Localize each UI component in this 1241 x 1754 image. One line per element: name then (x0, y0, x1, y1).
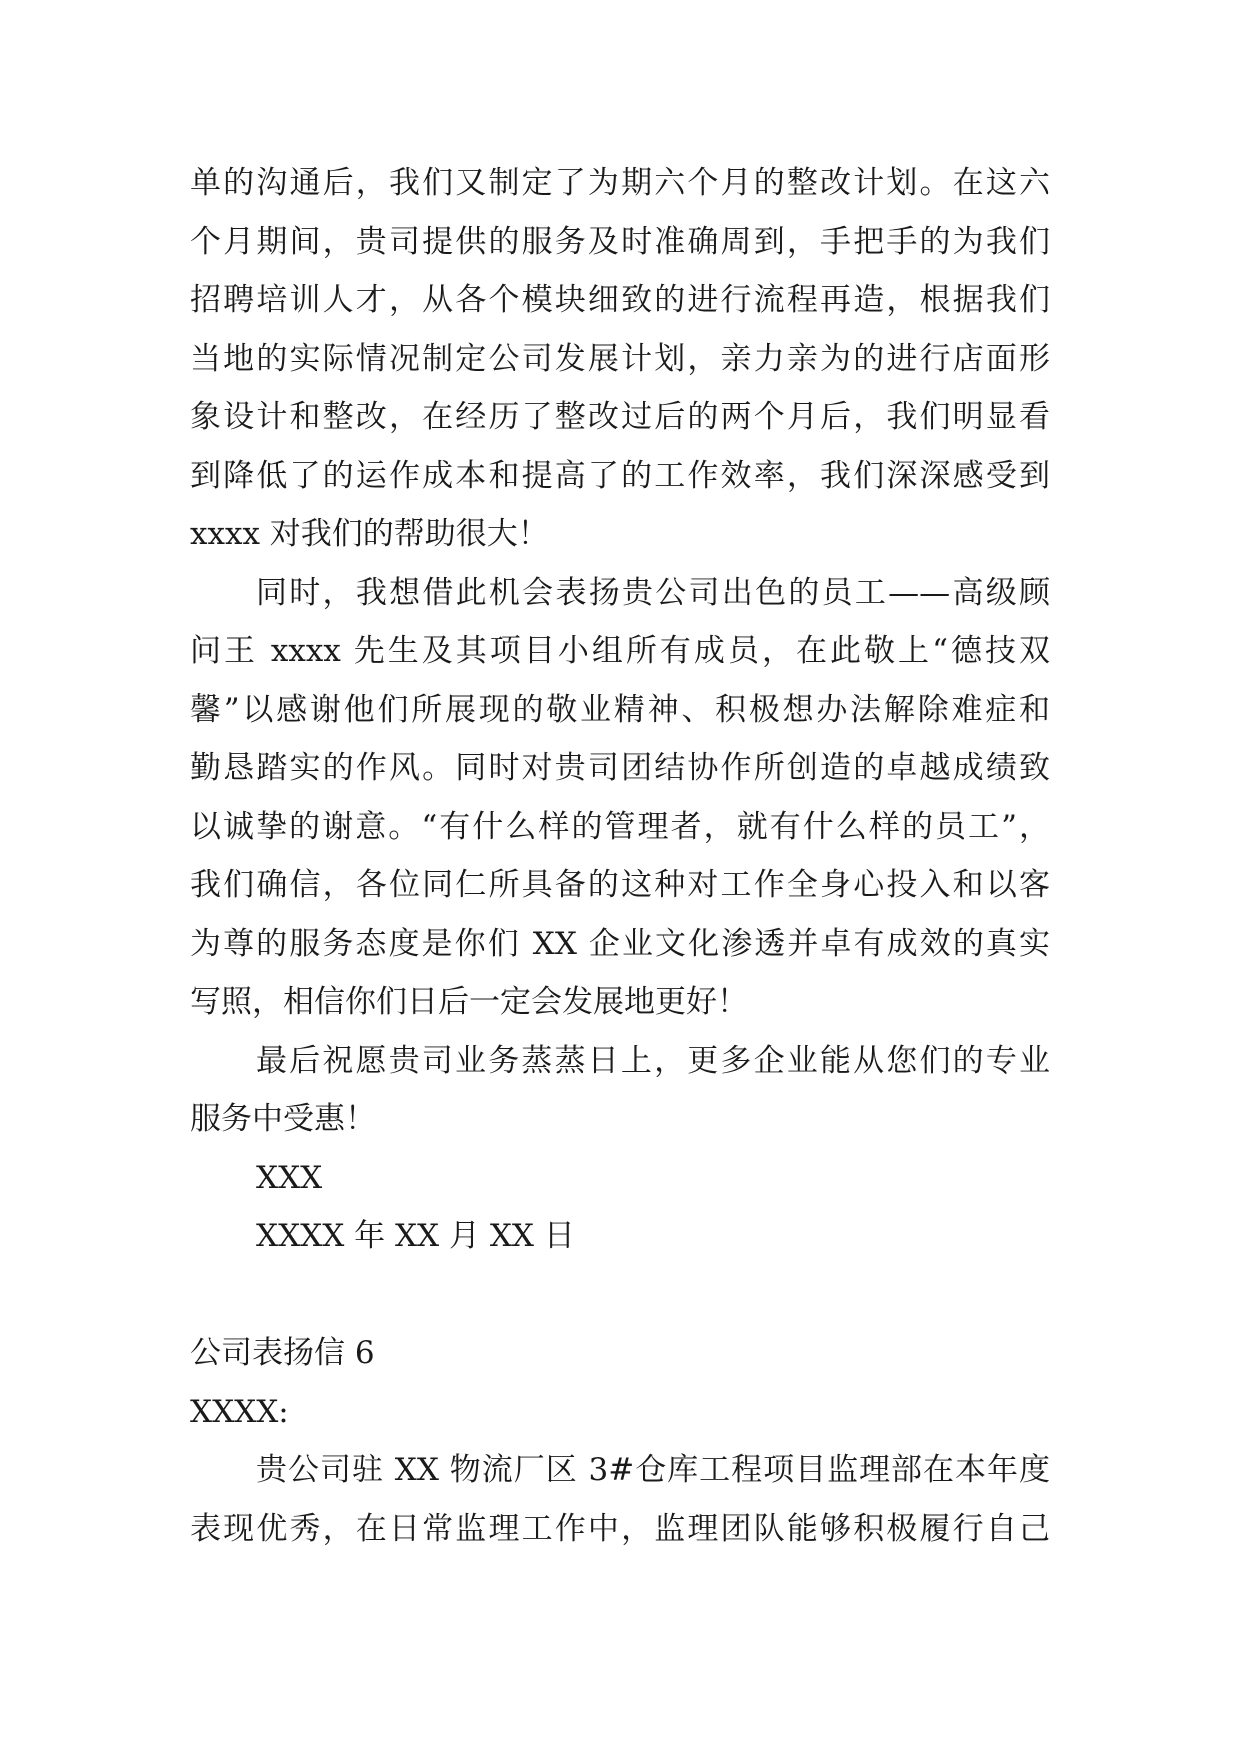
paragraph-line: 写照，相信你们日后一定会发展地更好！ (190, 984, 748, 1020)
paragraph-line: 服务中受惠！ (190, 1101, 376, 1137)
paragraph-line: 为尊的服务态度是你们 XX 企业文化渗透并卓有成效的真实 (190, 925, 1050, 962)
section-title: 公司表扬信 6 (190, 1335, 375, 1371)
paragraph-line: 招聘培训人才，从各个模块细致的进行流程再造，根据我们 (190, 282, 1050, 318)
paragraph-line: 单的沟通后，我们又制定了为期六个月的整改计划。在这六 (190, 165, 1050, 201)
paragraph-line: 最后祝愿贵司业务蒸蒸日上，更多企业能从您们的专业 (256, 1042, 1050, 1079)
paragraph-line: 个月期间，贵司提供的服务及时准确周到，手把手的为我们 (190, 223, 1050, 260)
paragraph-line: 以诚挚的谢意。“有什么样的管理者，就有什么样的员工”， (190, 808, 1050, 845)
paragraph-line: 问王 xxxx 先生及其项目小组所有成员，在此敬上“德技双 (190, 633, 1050, 669)
paragraph-line: 我们确信，各位同仁所具备的这种对工作全身心投入和以客 (190, 867, 1050, 903)
signature-date: XXXX 年 XX 月 XX 日 (256, 1218, 575, 1254)
signature-name: XXX (256, 1159, 323, 1196)
section-spacer (190, 1266, 1050, 1325)
letter-body (190, 154, 1050, 1558)
paragraph-line: xxxx 对我们的帮助很大！ (190, 516, 549, 552)
paragraph-line: 当地的实际情况制定公司发展计划，亲力亲为的进行店面形 (190, 340, 1050, 377)
paragraph-line: 表现优秀，在日常监理工作中，监理团队能够积极履行自己 (190, 1510, 1050, 1547)
paragraph-line: 馨”以感谢他们所展现的敬业精神、积极想办法解除难症和 (190, 691, 1050, 728)
paragraph-line: 勤恳踏实的作风。同时对贵司团结协作所创造的卓越成绩致 (190, 750, 1050, 786)
salutation: XXXX: (190, 1393, 289, 1430)
paragraph-line: 到降低了的运作成本和提高了的工作效率，我们深深感受到 (190, 457, 1050, 494)
paragraph-line: 同时，我想借此机会表扬贵公司出色的员工——高级顾 (256, 574, 1050, 611)
paragraph-line: 象设计和整改，在经历了整改过后的两个月后，我们明显看 (190, 399, 1050, 435)
paragraph-line: 贵公司驻 XX 物流厂区 3#仓库工程项目监理部在本年度 (256, 1452, 1050, 1488)
